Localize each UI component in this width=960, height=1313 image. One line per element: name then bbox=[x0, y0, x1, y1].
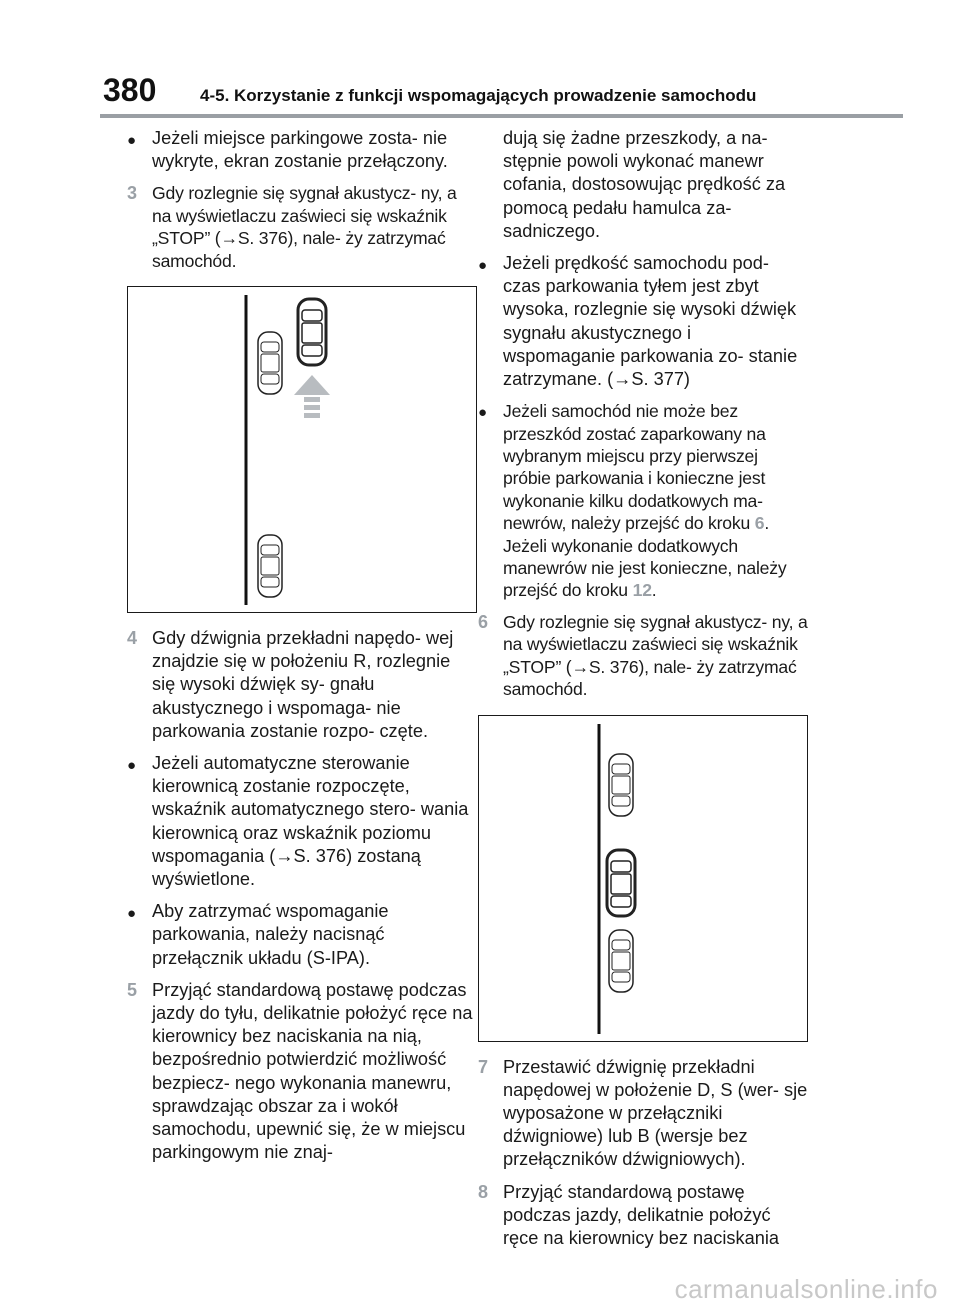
page-number: 380 bbox=[103, 72, 157, 108]
step-text: dują się żadne przeszkody, a na- stępnie powoli wykonać manewr cofania, dostosowując prędkość za pomocą pedału hamulca za- sadniczego. bbox=[503, 128, 786, 241]
step-number: 4 bbox=[127, 628, 138, 649]
watermark: carmanualsonline.info bbox=[674, 1274, 938, 1304]
step-7 bbox=[478, 1056, 808, 1172]
note-parking-detected bbox=[127, 127, 477, 173]
step-number: 7 bbox=[478, 1056, 489, 1077]
note-speed-too-high bbox=[478, 252, 808, 391]
arrow-up-icon bbox=[294, 375, 330, 418]
parked-car-icon bbox=[258, 535, 282, 597]
bullet-icon: ● bbox=[127, 132, 137, 149]
step-text: Gdy dźwignia przekładni napędo- wej znajdzie się w położeniu R, rozlegnie się wysoki dźwięk sy- gnału akustycznego i wspomaga- nie parkowania zostanie rozpo- częte. bbox=[152, 628, 454, 741]
note-text: Jeżeli samochód nie może bez przeszkód zostać zaparkowany na wybranym miejscu przy pierwszej próbie parkowania i konieczne jest wykonanie kilku dodatkowych ma- newrów, należy przejść do kroku bbox=[503, 401, 766, 534]
step-number: 8 bbox=[478, 1181, 489, 1202]
parking-approach-illustration bbox=[128, 287, 448, 612]
bullet-icon: ● bbox=[127, 757, 137, 775]
step-4 bbox=[127, 627, 477, 743]
parked-car-icon bbox=[609, 930, 633, 992]
note-auto-steering bbox=[127, 752, 477, 891]
step-3 bbox=[127, 182, 477, 272]
note-text: Aby zatrzymać wspomaganie parkowania, należy nacisnąć przełącznik układu (S-IPA). bbox=[152, 901, 389, 968]
own-car-icon bbox=[298, 299, 326, 365]
parked-car-icon bbox=[609, 754, 633, 816]
figure-parking-approach bbox=[127, 286, 477, 613]
note-text: Jeżeli miejsce parkingowe zosta- nie wykryte, ekran zostanie przełączony. bbox=[152, 128, 448, 172]
bullet-icon: ● bbox=[478, 404, 487, 422]
step-5-continuation bbox=[478, 127, 808, 243]
note-text: Jeżeli wykonanie dodatkowych manewrów nie jest konieczne, należy przejść do kroku bbox=[503, 535, 787, 601]
own-car-icon bbox=[607, 850, 635, 916]
step-reference: 12 bbox=[632, 580, 652, 601]
bullet-icon: ● bbox=[127, 905, 137, 923]
step-number: 6 bbox=[478, 611, 488, 632]
step-number: 3 bbox=[127, 183, 137, 204]
step-6 bbox=[478, 611, 808, 701]
right-column bbox=[478, 127, 808, 1259]
note-text: Jeżeli automatyczne sterowanie kierownicą zostanie rozpoczęte, wskaźnik automatycznego stero- wania kierownicą oraz wskaźnik poziomu wspomagania (→S. 376) zostaną wyświetlone. bbox=[152, 753, 469, 890]
step-text: Przestawić dźwignię przekładni napędowej w położenie D, S (wer- sje wyposażone w przełączniki dźwigniowe) lub B (wersje bez przełączników dźwigniowych). bbox=[503, 1056, 808, 1170]
step-8 bbox=[478, 1181, 808, 1251]
step-text: Gdy rozlegnie się sygnał akustycz- ny, a na wyświetlaczu zaświeci się wskaźnik „STOP” (→S. 376), nale- ży zatrzymać samochód. bbox=[503, 611, 808, 700]
note-text: Jeżeli prędkość samochodu pod- czas parkowania tyłem jest zbyt wysoka, rozlegnie się wysoki dźwięk sygnału akustycznego i wspomaganie parkowania zo- stanie zatrzymane. (→S. 377) bbox=[503, 253, 798, 390]
step-text: Przyjąć standardową postawę podczas jazdy do tyłu, delikatnie położyć ręce na kierownicy bez naciskania na nią, bezpośrednio potwierdzić możliwość bezpiecz- nego wykonania manewru, sprawdzając obszar za i wokół samochodu, upewnić się, że w miejscu parkingowym nie znaj- bbox=[152, 979, 473, 1163]
section-title: 4-5. Korzystanie z funkcji wspomagających prowadzenie samochodu bbox=[200, 86, 757, 105]
parking-stop-illustration bbox=[479, 716, 801, 1041]
note-stop-assist bbox=[127, 900, 477, 970]
step-text: Przyjąć standardową postawę podczas jazdy, delikatnie położyć ręce na kierownicy bez naciskania bbox=[503, 1181, 779, 1248]
step-text: Gdy rozlegnie się sygnał akustycz- ny, a na wyświetlaczu zaświeci się wskaźnik „STOP” (→S. 376), nale- ży zatrzymać samochód. bbox=[152, 183, 457, 271]
bullet-icon: ● bbox=[478, 257, 488, 275]
figure-parking-stop bbox=[478, 715, 808, 1042]
step-reference: 6 bbox=[754, 513, 765, 534]
step-5 bbox=[127, 979, 477, 1165]
left-column bbox=[127, 127, 477, 1174]
parked-car-icon bbox=[258, 332, 282, 394]
header-rule bbox=[100, 114, 903, 118]
note-additional-maneuvers: ● Jeżeli samochód nie może bez przeszkód zostać zaparkowany na wybranym miejscu przy pierwszej próbie parkowania i konieczne jest wykonanie kilku dodatkowych ma- newrów, należy przejść do kroku 6. Jeżeli wykonanie dodatkowych manewrów nie jest konieczne, należy przejść do kroku 12. bbox=[478, 401, 787, 601]
step-number: 5 bbox=[127, 979, 138, 1000]
